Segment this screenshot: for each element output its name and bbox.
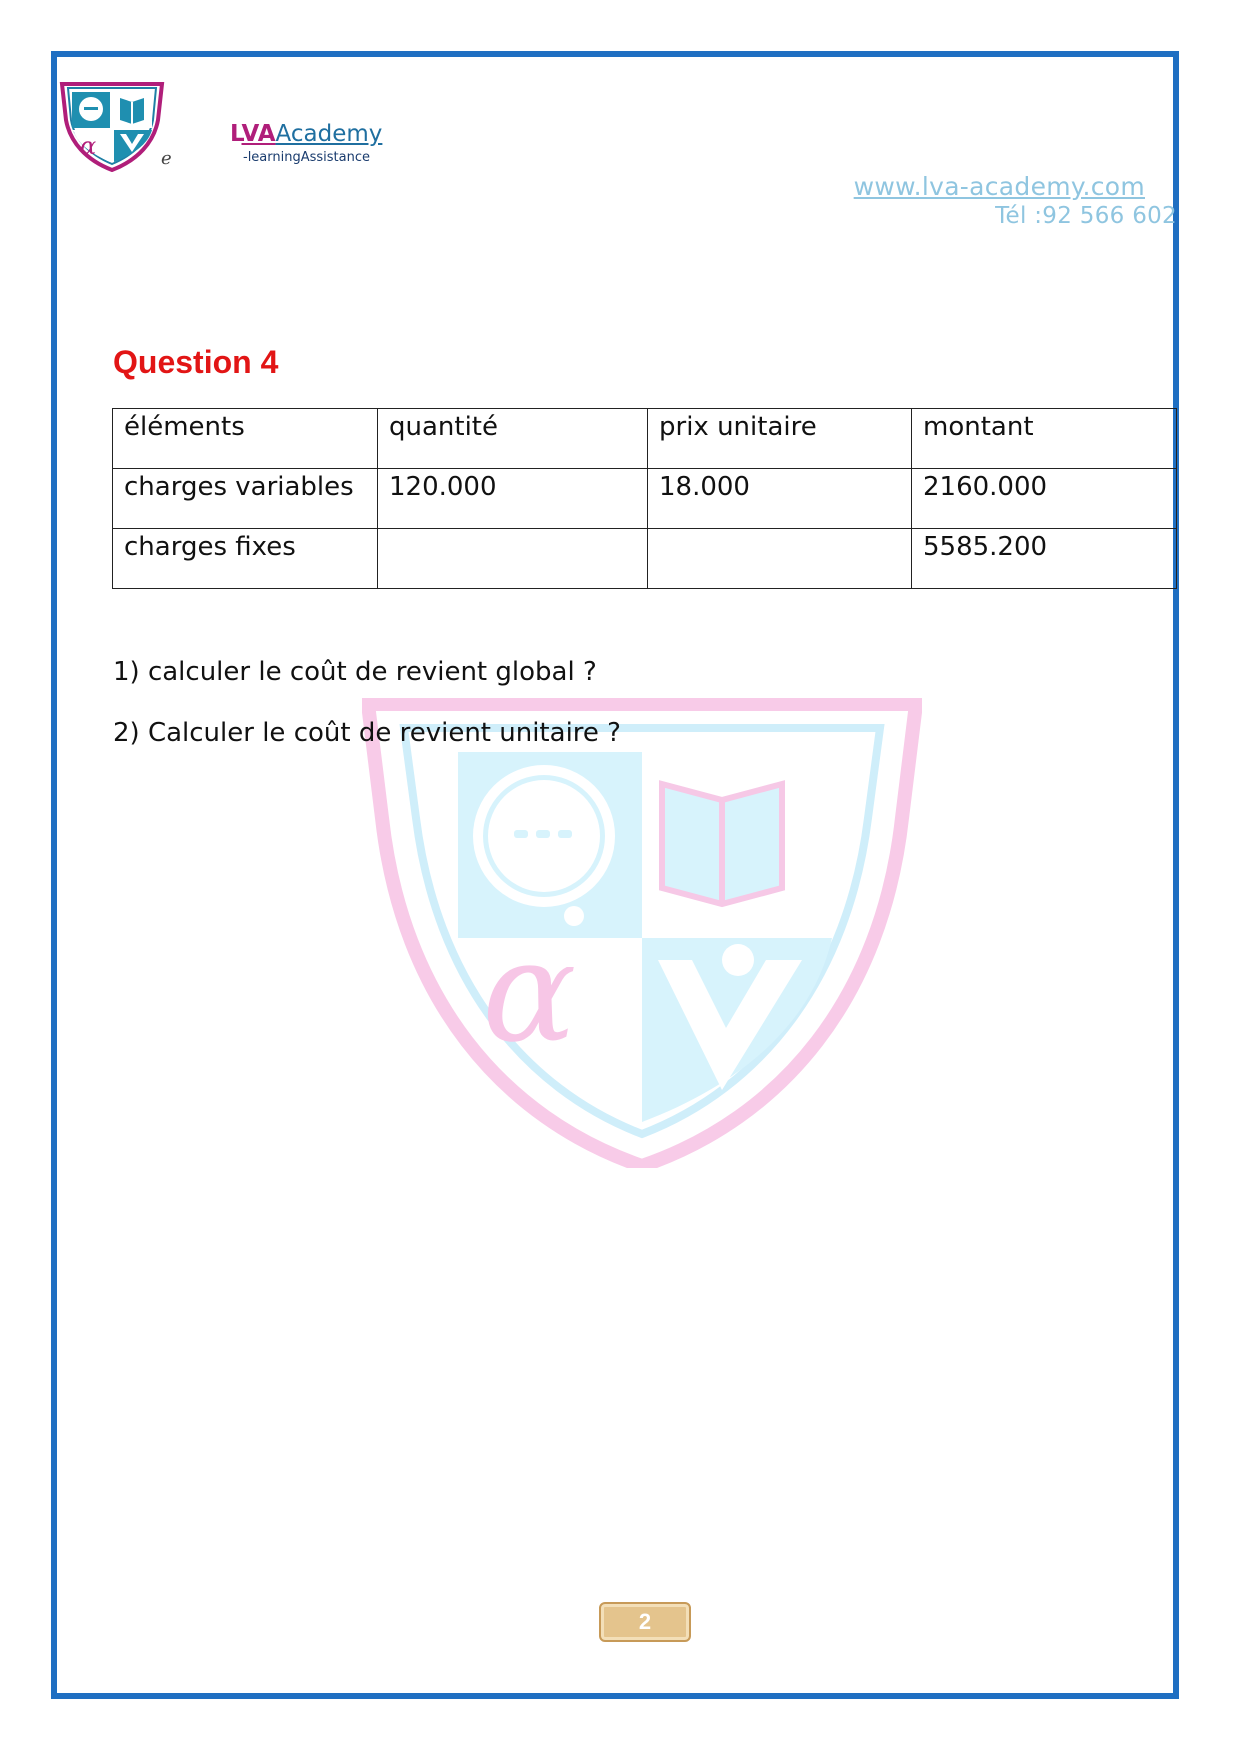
table-header-cell: prix unitaire xyxy=(648,409,912,469)
table-cell xyxy=(378,529,648,589)
table-cell: 2160.000 xyxy=(912,469,1177,529)
page-number-badge: 2 xyxy=(599,1602,691,1642)
brand-l: L xyxy=(230,121,242,147)
table-cell: charges variables xyxy=(113,469,378,529)
academy-shield-logo xyxy=(58,80,168,172)
task-list xyxy=(113,656,621,778)
table-header-cell: éléments xyxy=(113,409,378,469)
website-link[interactable]: www.lva-academy.com xyxy=(853,172,1145,201)
task-item: 1) calculer le coût de revient global ? xyxy=(113,657,597,687)
brand-subtitle: -learningAssistance xyxy=(243,150,370,165)
cost-table xyxy=(112,408,1177,589)
question-title: Question 4 xyxy=(113,344,279,380)
table-cell: charges fixes xyxy=(113,529,378,589)
table-cell: 120.000 xyxy=(378,469,648,529)
table-row xyxy=(113,469,1177,529)
logo-suffix: e xyxy=(161,148,172,169)
table-cell: 5585.200 xyxy=(912,529,1177,589)
brand-block xyxy=(230,120,382,165)
table-header-row xyxy=(113,409,1177,469)
task-item: 2) Calculer le coût de revient unitaire ? xyxy=(113,718,621,748)
table-header-cell: quantité xyxy=(378,409,648,469)
svg-text:α: α xyxy=(80,132,97,160)
svg-text:α: α xyxy=(482,911,577,1074)
brand-name xyxy=(230,120,382,148)
table-cell xyxy=(648,529,912,589)
phone-number: Tél :92 566 602 xyxy=(995,203,1177,229)
contact-block xyxy=(853,172,1177,229)
brand-academy: Academy xyxy=(275,121,383,147)
table-cell: 18.000 xyxy=(648,469,912,529)
brand-va: VA xyxy=(241,121,276,147)
table-header-cell: montant xyxy=(912,409,1177,469)
table-row xyxy=(113,529,1177,589)
